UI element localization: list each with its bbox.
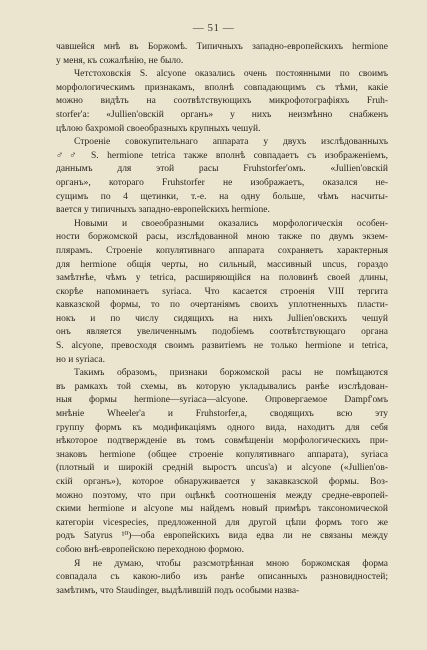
text-line: группу формъ къ модификаціямъ одного вида, находитъ для себя bbox=[56, 422, 388, 433]
paragraph bbox=[56, 41, 388, 68]
text-line: скій органъ»), которое обнаруживается у закавказской формы. Воз- bbox=[56, 477, 388, 487]
text-line: замѣтимъ, что Staudinger, выдѣлившій подъ особыми назва- bbox=[56, 585, 300, 596]
text-line: цѣлою бахромой своеобразныхъ крупныхъ чешуй. bbox=[56, 123, 261, 134]
text-line: даннымъ для этой расы Fruhstorfer'омъ. «Jullien'овскій bbox=[56, 164, 388, 175]
paragraph bbox=[56, 558, 388, 599]
text-line: категоріи vicespecies, предложенной для другой цѣпи формъ того же bbox=[56, 517, 388, 528]
page-number: — 51 — bbox=[192, 22, 235, 34]
text-line: замѣтнѣе, чѣмъ у tetrica, расширяющійся на половинѣ своей длины, bbox=[56, 273, 388, 284]
text-line: морфологическимъ признакамъ, вполнѣ совпадающимъ съ тѣми, какіе bbox=[56, 82, 388, 93]
text-line: у меня, къ сожалѣнію, не было. bbox=[56, 55, 184, 66]
text-line: совпадала съ какою-либо изъ ранѣе описанныхъ разновидностей; bbox=[56, 572, 388, 583]
body-text bbox=[56, 41, 388, 598]
text-line: Новыми и своеобразными оказались морфологическія особен- bbox=[74, 218, 388, 229]
text-line: плярамъ. Строеніе копулятивнаго аппарата сохраняетъ характерныя bbox=[56, 245, 388, 256]
paragraph bbox=[56, 136, 388, 218]
text-line: storfer'a: «Jullien'овскій органъ» у нихъ неизмѣнно снабженъ bbox=[56, 109, 388, 120]
text-line: Строеніе совокупительнаго аппарата у двухъ изслѣдованныхъ bbox=[74, 137, 388, 148]
text-line: Четстоховскія S. alcyone оказались очень постоянными по своимъ bbox=[74, 69, 388, 80]
text-line: сущимъ по 4 щетинки, т.-е. на одну больше, чѣмъ насчиты- bbox=[56, 191, 388, 202]
text-line: скими hermione и alcyone мы найдемъ новый примѣръ таксономической bbox=[56, 504, 388, 515]
text-line: скорѣе напоминаетъ syriaca. Что касается строенія VIII тергита bbox=[56, 286, 388, 297]
text-line: онъ является увеличеннымъ подобіемъ соотвѣтствующаго органа bbox=[56, 327, 388, 338]
text-line: но и syriaca. bbox=[56, 354, 105, 365]
text-line: органъ», котораго Fruhstorfer не изображаетъ, оказался не- bbox=[56, 177, 388, 188]
text-line: собою внѣ-европейскою переходною формою. bbox=[56, 544, 244, 555]
text-line: нокъ и по числу сидящихъ на нихъ Jullien'овскихъ чешуй bbox=[56, 313, 388, 324]
text-line: родъ Satyrus ¹⁰)—оба европейскихъ вида едва ли не связаны между bbox=[56, 531, 388, 542]
text-line: ности боржомской расы, изслѣдованной мною также по двумъ экзем- bbox=[56, 232, 388, 243]
text-line: ныя формы hermione—syriaca—alcyone. Опровергаемое Dampf'омъ bbox=[56, 395, 388, 406]
text-line: можно поэтому, что при оцѣнкѣ соотношенія между средне-европей- bbox=[56, 490, 388, 501]
text-line: (плотный и широкій средній выростъ uncus'a) и alcyone («Jullien'ов- bbox=[56, 463, 388, 474]
text-line: въ рамкахъ той схемы, въ которую укладывались ранѣе изслѣдован- bbox=[56, 381, 388, 392]
text-line: для hermione общія черты, но сильный, массивный uncus, гораздо bbox=[56, 259, 388, 270]
text-line: S. alcyone, превосходя своимъ развитіемъ не только hermione и tetrica, bbox=[56, 341, 388, 352]
paragraph bbox=[56, 68, 388, 136]
text-line: вается у типичныхъ западно-европейскихъ hermione. bbox=[56, 205, 270, 216]
text-line: знаковъ hermione (общее строеніе копулятивнаго аппарата), syriaca bbox=[56, 449, 388, 460]
text-line: кавказской формы, то по очертаніямъ своихъ уплотненныхъ пласти- bbox=[56, 300, 388, 311]
text-line: мнѣніе Wheeler'a и Fruhstorfer,a, сводящихъ всю эту bbox=[56, 409, 388, 420]
text-line: чавшейся мнѣ въ Боржомѣ. Типичныхъ западно-европейскихъ hermione bbox=[56, 42, 388, 52]
paragraph bbox=[56, 367, 388, 557]
text-line: Такимъ образомъ, признаки боржомской расы не помѣщаются bbox=[74, 368, 388, 379]
text-line: нѣкоторое подтвержденіе въ томъ совмѣщеніи морфологическихъ при- bbox=[56, 436, 388, 447]
paragraph bbox=[56, 218, 388, 368]
text-line: ♂♂ S. hermione tetrica также вполнѣ совпадаетъ съ изображеніемъ, bbox=[56, 150, 388, 161]
text-line: Я не думаю, чтобы разсмотрѣнная мною боржомская форма bbox=[74, 558, 388, 569]
text-line: можно видѣть на соотвѣтствующихъ микрофотографіяхъ Fruh- bbox=[56, 96, 388, 107]
